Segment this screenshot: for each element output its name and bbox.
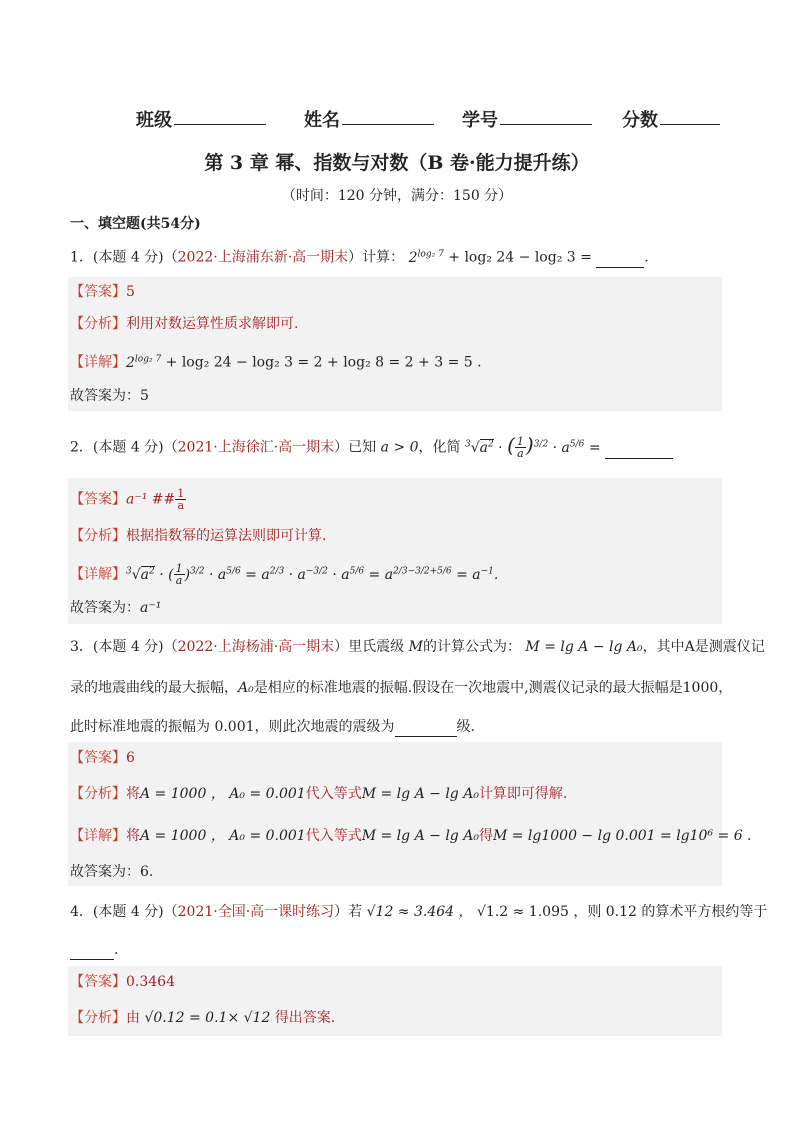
q3-source: 2022·上海杨浦·高一期末 <box>177 639 335 655</box>
q2-expression: $^3√a^2$ · ( $\frac{1}{a}$ )$^{3/2} \cdot a^{5/6}$ = <box>464 432 601 461</box>
q2-answer-row: 【答案】a⁻¹ ## $\frac{1}{a}$ <box>70 487 185 512</box>
score-label: 分数 <box>622 110 658 131</box>
q1-source: 2022·上海浦东新·高一期末 <box>177 249 349 266</box>
q1-analysis-row: 【分析】利用对数运算性质求解即可. <box>70 316 299 332</box>
q1-detail-row: 【详解】$2^{log_2 7} + \log_2$ 24 − log₂ 3 = 2 + log₂ 8 = 2 + 3 = 5 . <box>70 354 482 371</box>
q1-final-row: 故答案为：5 <box>70 388 149 404</box>
q2-final-row: 故答案为：a⁻¹ <box>70 600 162 616</box>
q2-blank <box>605 444 673 459</box>
section-heading: 一、填空题(共54分) <box>70 216 201 232</box>
q1-expr: + log₂ 24 − log₂ 3 = <box>448 249 592 266</box>
page-subtitle: （时间：120 分钟，满分：150 分） <box>281 188 513 204</box>
q1-power: $2^{log_2 7}$ <box>408 249 444 266</box>
q4-source: 2021·全国·高一课时练习 <box>177 904 335 920</box>
q2-detail-row: 【详解】$^3√a^2$ · ( $\frac{1}{a}$ )$^{3/2} \cdot a^{5/6} = a^{2/3} \cdot a^{-3/2} \cdot a^{5/6} = a^{2/3-3/2+5/6} = a^{-1}$. <box>70 562 499 588</box>
q3-final-row: 故答案为：6. <box>70 864 154 880</box>
q3-detail-row: 【详解】将A = 1000 ， A₀ = 0.001代入等式M = lg A − lg A₀得M = lg1000 − lg 0.001 = lg10⁶ = 6 . <box>70 828 752 844</box>
question-4-line2: . <box>70 940 118 960</box>
q3-solution-box <box>68 742 752 886</box>
q4-analysis-row: 【分析】由 √0.12 = 0.1× √12 得出答案. <box>70 1010 336 1026</box>
name-label: 姓名 <box>304 110 340 131</box>
q4-answer-row: 【答案】0.3464 <box>70 974 175 990</box>
question-2: 2．(本题 4 分)（2021·上海徐汇·高一期末）已知 a > 0，化简 $^3√a^2$ · ( $\frac{1}{a}$ )$^{3/2} \cdot a^{5/6}$ = <box>70 434 673 459</box>
q4-solution-box <box>68 966 722 1036</box>
q2-source: 2021·上海徐汇·高一期末 <box>177 439 335 456</box>
q4-blank <box>70 945 114 960</box>
question-3: 3．(本题 4 分)（2022·上海杨浦·高一期末）里氏震级 M的计算公式为： M = lg A − lg A₀，其中A是测震仪记 <box>70 639 765 655</box>
question-3-line3: 此时标准地震的振幅为 0.001，则此次地震的震级为 级. <box>70 719 475 735</box>
q1-blank <box>596 253 644 268</box>
question-3-line2: 录的地震曲线的最大振幅，A₀是相应的标准地震的振幅.假设在一次地震中,测震仪记录的最大振幅是1000， <box>70 680 733 696</box>
q2-analysis-row: 【分析】根据指数幂的运算法则即可计算. <box>70 528 327 544</box>
header-row <box>0 106 794 130</box>
q3-blank <box>395 722 457 737</box>
q1-answer-row: 【答案】5 <box>70 284 135 300</box>
q3-answer-row: 【答案】6 <box>70 750 135 766</box>
question-1: 1．(本题 4 分)（2022·上海浦东新·高一期末）计算： $2^{log_2 7} + \log_2$ 24 − log₂ 3 = . <box>70 249 649 266</box>
q2-solution-box <box>68 478 722 624</box>
q3-analysis-row: 【分析】将A = 1000 ， A₀ = 0.001代入等式M = lg A − lg A₀计算即可得解. <box>70 786 568 802</box>
id-label: 学号 <box>462 110 498 131</box>
page-title: 第 3 章 幂、指数与对数（B 卷·能力提升练） <box>204 152 590 174</box>
question-4: 4．(本题 4 分)（2021·全国·高一课时练习）若 √12 ≈ 3.464 ， √1.2 ≈ 1.095 ，则 0.12 的算术平方根约等于 <box>70 904 768 920</box>
q1-solution-box <box>68 277 722 411</box>
class-label: 班级 <box>136 110 172 131</box>
